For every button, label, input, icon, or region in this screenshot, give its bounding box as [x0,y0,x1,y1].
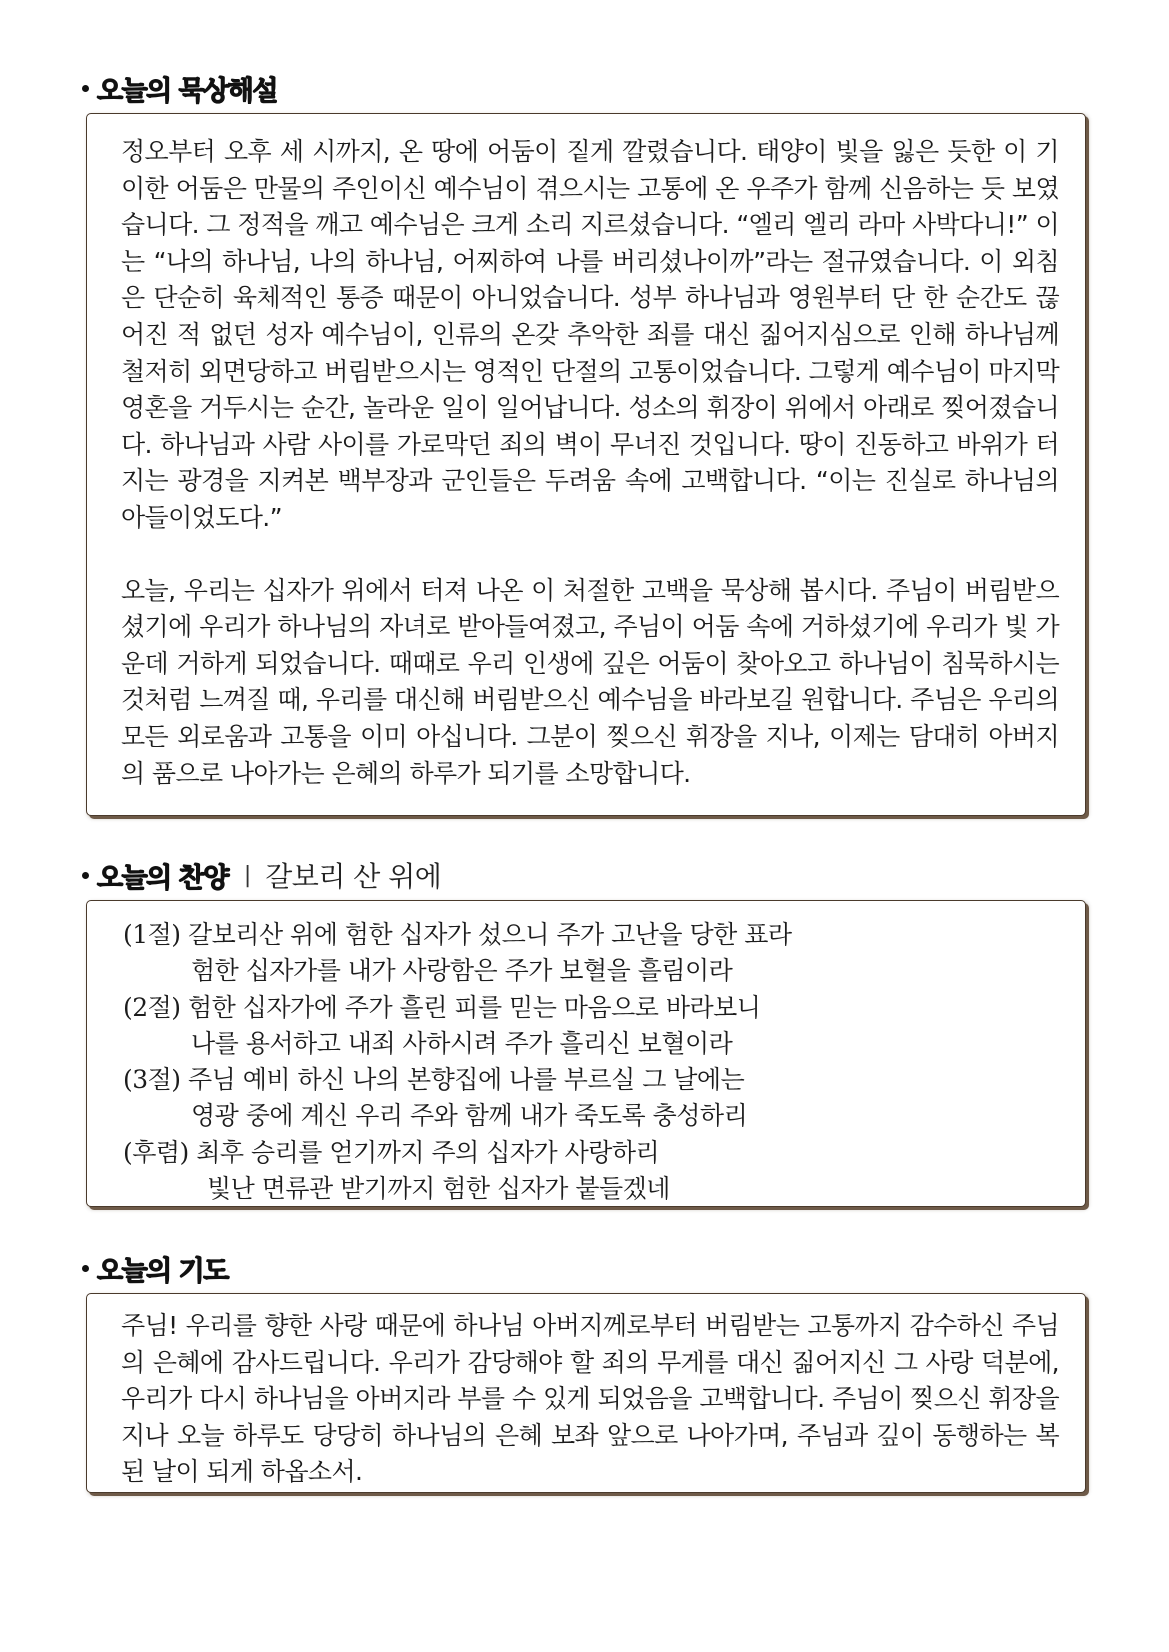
hymn-verse-2-line-2: 나를 용서하고 내죄 사하시려 주가 흘리신 보혈이라 [191,1028,733,1058]
prayer-body [121,1308,1059,1491]
hymn-verse-3-line-2: 영광 중에 계신 우리 주와 함께 내가 죽도록 충성하리 [191,1101,748,1131]
hymn-chorus-line-2: 빛난 면류관 받기까지 험한 십자가 붙들겠네 [207,1174,670,1204]
hymn-verse-3-line-1: (3절) 주님 예비 하신 나의 본향집에 나를 부르실 그 날에는 [123,1065,745,1095]
hymn-verse-1-line-1: (1절) 갈보리산 위에 험한 십자가 섰으니 주가 고난을 당한 표라 [123,920,792,949]
hymn-heading-text: 오늘의 찬양 [97,862,228,894]
hymn-box [86,900,1086,1207]
meditation-paragraph-1: 정오부터 오후 세 시까지, 온 땅에 어둠이 짙게 깔렸습니다. 태양이 빛을 잃은 듯한 이 기이한 어둠은 만물의 주인이신 예수님이 겪으시는 고통에 온 우주가 함께 신음하는 듯 보였습니다. 그 정적을 깨고 예수님은 크게 소리 지르셨습니다. “엘리 엘리 라마 사박다니!” 이는 “나의 하나님, 나의 하나님, 어찌하여 나를 버리셨나이까”라는 절규였습니다. 이 외침은 단순히 육체적인 통증 때문이 아니었습니다. 성부 하나님과 영원부터 단 한 순간도 끊어진 적 없던 성자 예수님이, 인류의 온갖 추악한 죄를 대신 짊어지심으로 인해 하나님께 철저히 외면당하고 버림받으시는 영적인 단절의 고통이었습니다. 그렇게 예수님이 마지막 영혼을 거두시는 순간, 놀라운 일이 일어납니다. 성소의 휘장이 위에서 아래로 찢어졌습니다. 하나님과 사람 사이를 가로막던 죄의 벽이 무너진 것입니다. 땅이 진동하고 바위가 터지는 광경을 지켜본 백부장과 군인들은 두려움 속에 고백합니다. “이는 진실로 하나님의 아들이었도다.” [121,137,1059,532]
meditation-paragraph-2: 오늘, 우리는 십자가 위에서 터져 나온 이 처절한 고백을 묵상해 봅시다. 주님이 버림받으셨기에 우리가 하나님의 자녀로 받아들여졌고, 주님이 어둠 속에 거하셨기에 우리가 빛 가운데 거하게 되었습니다. 때때로 우리 인생에 깊은 어둠이 찾아오고 하나님이 침묵하시는 것처럼 느껴질 때, 우리를 대신해 버림받으신 예수님을 바라보길 원합니다. 주님은 우리의 모든 외로움과 고통을 이미 아십니다. 그분이 찢으신 휘장을 지나, 이제는 담대히 아버지의 품으로 나아가는 은혜의 하루가 되기를 소망합니다. [121,575,1059,788]
bullet-icon [82,85,89,92]
meditation-heading-text: 오늘의 묵상해설 [97,75,277,107]
meditation-heading [82,68,277,108]
hymn-verse-1-line-2: 험한 십자가를 내가 사랑함은 주가 보혈을 흘림이라 [191,956,733,986]
prayer-heading [82,1248,228,1288]
prayer-text: 주님! 우리를 향한 사랑 때문에 하나님 아버지께로부터 버림받는 고통까지 감수하신 주님의 은혜에 감사드립니다. 우리가 감당해야 할 죄의 무게를 대신 짊어지신 그 사랑 덕분에, 우리가 다시 하나님을 아버지라 부를 수 있게 되었음을 고백합니다. 주님이 찢으신 휘장을 지나 오늘 하루도 당당히 하나님의 은혜 보좌 앞으로 나아가며, 주님과 깊이 동행하는 복된 날이 되게 하옵소서. [121,1311,1059,1487]
meditation-box [86,113,1086,816]
hymn-verse-2-line-1: (2절) 험한 십자가에 주가 흘린 피를 믿는 마음으로 바라보니 [123,992,761,1022]
meditation-body [121,134,1059,792]
bullet-icon [82,1265,89,1272]
hymn-chorus-line-1: (후렴) 최후 승리를 얻기까지 주의 십자가 사랑하리 [123,1137,660,1167]
bullet-icon [82,872,89,879]
hymn-lyrics [123,917,792,1207]
hymn-heading [82,855,441,895]
hymn-title: 갈보리 산 위에 [265,860,442,893]
prayer-box [86,1293,1086,1493]
hymn-heading-separator: | [243,862,252,888]
prayer-heading-text: 오늘의 기도 [97,1255,228,1287]
